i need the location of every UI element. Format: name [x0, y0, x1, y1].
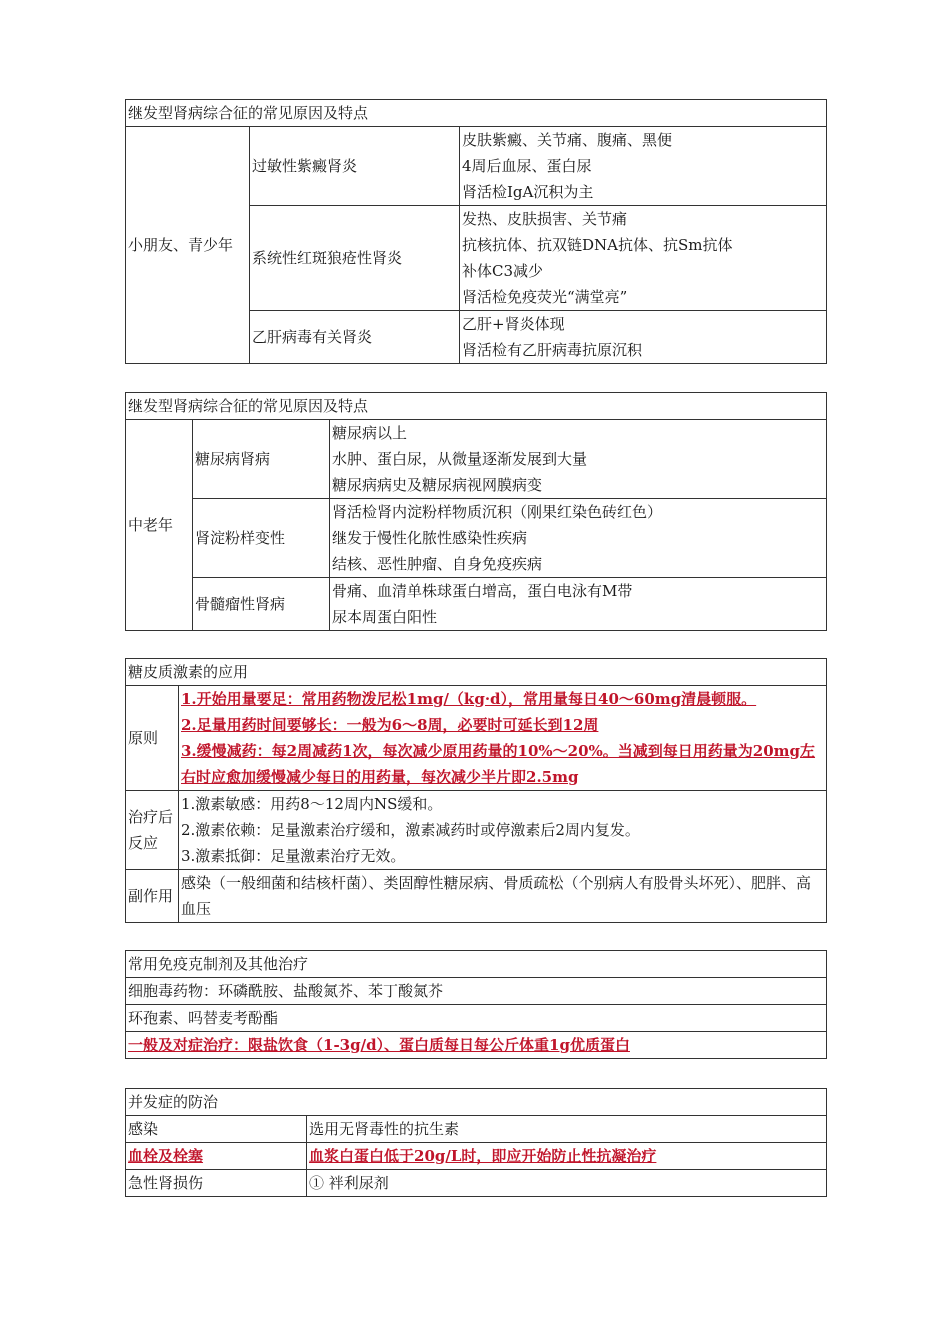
disease-name: 系统性红斑狼疮性肾炎 [250, 206, 460, 311]
table-row: 一般及对症治疗：限盐饮食（1-3g/d）、蛋白质每日每公斤体重1g优质蛋白 [126, 1032, 827, 1059]
table-title: 糖皮质激素的应用 [126, 659, 827, 686]
features-cell [330, 578, 827, 631]
feature-line: 糖尿病病史及糖尿病视网膜病变 [332, 476, 543, 494]
secondary-nephrotic-table-elderly [125, 392, 827, 631]
complication-treatment: ① 袢利尿剂 [307, 1170, 827, 1197]
feature-line: 糖尿病以上 [332, 424, 408, 442]
principle-line: 3.缓慢减药：每2周减药1次，每次减少原用药量的10%～20%。当减到每日用药量为20mg左右时应愈加缓慢减少每日的用药量，每次减少半片即2.5mg [181, 742, 816, 786]
complication-name: 感染 [126, 1116, 307, 1143]
disease-name: 骨髓瘤性肾病 [193, 578, 330, 631]
immunosuppressant-table [125, 950, 827, 1059]
complications-table [125, 1088, 827, 1197]
disease-name: 糖尿病肾病 [193, 420, 330, 499]
complication-name: 血栓及栓塞 [126, 1143, 307, 1170]
feature-line: 抗核抗体、抗双链DNA抗体、抗Sm抗体 [462, 236, 733, 254]
features-cell [330, 420, 827, 499]
features-cell [460, 127, 827, 206]
feature-line: 继发于慢性化脓性感染性疾病 [332, 529, 528, 547]
table-row: 环孢素、吗替麦考酚酯 [126, 1005, 827, 1032]
feature-line: 结核、恶性肿瘤、自身免疫疾病 [332, 555, 543, 573]
feature-line: 肾活检有乙肝病毒抗原沉积 [462, 341, 643, 359]
reaction-line: 1.激素敏感：用药8～12周内NS缓和。 [181, 795, 443, 813]
age-group-cell: 小朋友、青少年 [126, 127, 250, 364]
table-title: 继发型肾病综合征的常见原因及特点 [126, 393, 827, 420]
principle-line: 2.足量用药时间要够长：一般为6～8周，必要时可延长到12周 [181, 716, 599, 734]
table-title: 继发型肾病综合征的常见原因及特点 [126, 100, 827, 127]
complication-treatment: 选用无肾毒性的抗生素 [307, 1116, 827, 1143]
feature-line: 尿本周蛋白阳性 [332, 608, 438, 626]
reaction-label: 治疗后反应 [126, 791, 179, 870]
principle-line: 1.开始用量要足：常用药物泼尼松1mg/（kg·d），常用量每日40～60mg清晨顿服。 [181, 690, 757, 708]
reaction-line: 3.激素抵御：足量激素治疗无效。 [181, 847, 406, 865]
principle-cell [179, 686, 827, 791]
features-cell [460, 206, 827, 311]
complication-treatment: 血浆白蛋白低于20g/L时，即应开始防止性抗凝治疗 [307, 1143, 827, 1170]
feature-line: 4周后血尿、蛋白尿 [462, 157, 592, 175]
reaction-cell [179, 791, 827, 870]
feature-line: 补体C3减少 [462, 262, 544, 280]
side-effect-label: 副作用 [126, 870, 179, 923]
disease-name: 乙肝病毒有关肾炎 [250, 311, 460, 364]
table-title: 并发症的防治 [126, 1089, 827, 1116]
features-cell [330, 499, 827, 578]
side-effect-cell [179, 870, 827, 923]
table-title: 常用免疫克制剂及其他治疗 [126, 951, 827, 978]
age-group-cell: 中老年 [126, 420, 193, 631]
reaction-line: 2.激素依赖：足量激素治疗缓和，激素减药时或停激素后2周内复发。 [181, 821, 640, 839]
table-row: 细胞毒药物：环磷酰胺、盐酸氮芥、苯丁酸氮芥 [126, 978, 827, 1005]
feature-line: 水肿、蛋白尿，从微量逐渐发展到大量 [332, 450, 588, 468]
disease-name: 肾淀粉样变性 [193, 499, 330, 578]
feature-line: 肾活检肾内淀粉样物质沉积（刚果红染色砖红色） [332, 503, 663, 521]
glucocorticoid-table [125, 658, 827, 923]
disease-name: 过敏性紫癜肾炎 [250, 127, 460, 206]
feature-line: 肾活检免疫荧光“满堂亮” [462, 288, 628, 306]
feature-line: 发热、皮肤损害、关节痛 [462, 210, 628, 228]
feature-line: 皮肤紫癜、关节痛、腹痛、黑便 [462, 131, 673, 149]
principle-label: 原则 [126, 686, 179, 791]
secondary-nephrotic-table-youth [125, 99, 827, 364]
feature-line: 肾活检IgA沉积为主 [462, 183, 594, 201]
side-effect-text: 感染（一般细菌和结核杆菌）、类固醇性糖尿病、骨质疏松（个别病人有股骨头坏死）、肥胖、高血压 [181, 874, 812, 918]
complication-name: 急性肾损伤 [126, 1170, 307, 1197]
features-cell [460, 311, 827, 364]
feature-line: 乙肝+肾炎体现 [462, 315, 565, 333]
feature-line: 骨痛、血清单株球蛋白增高，蛋白电泳有M带 [332, 582, 633, 600]
